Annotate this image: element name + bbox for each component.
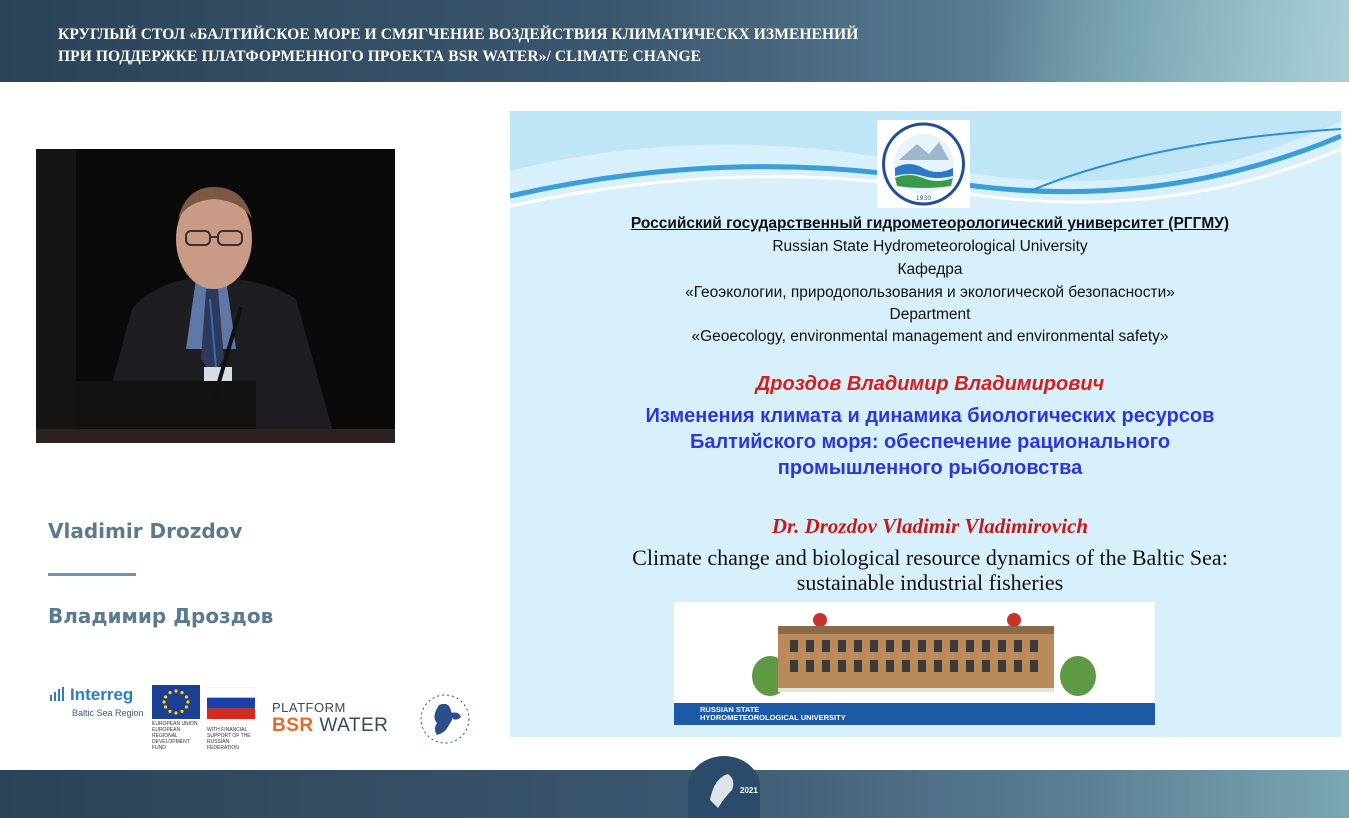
- talk-title-ru-line3: промышленного рыболовства: [777, 457, 1083, 479]
- interreg-logo: [48, 685, 148, 725]
- eu-caption: EUROPEAN UNION EUROPEAN REGIONAL DEVELOPMENT FUND: [152, 721, 198, 751]
- talk-title-ru: [510, 403, 1341, 481]
- footer-banner: [0, 770, 1349, 818]
- event-title-line2: ПРИ ПОДДЕРЖКЕ ПЛАТФОРМЕННОГО ПРОЕКТА BSR WATER»/ CLIMATE CHANGE: [58, 48, 702, 65]
- header-wave-decoration: [989, 0, 1349, 82]
- name-divider: [48, 573, 136, 576]
- author-name-ru: Дроздов Владимир Владимирович: [755, 373, 1105, 395]
- university-building-image: [674, 602, 1155, 725]
- helcom-logo: [415, 687, 475, 751]
- building-illustration: [674, 602, 1155, 703]
- platform-bsr-water-logo: [272, 700, 402, 737]
- department-label-ru: Кафедра: [897, 261, 963, 278]
- interreg-region: Baltic Sea Region: [72, 708, 144, 718]
- speaker-name-en: Vladimir Drozdov: [48, 519, 243, 543]
- interreg-bars-icon: [48, 687, 72, 701]
- russia-flag-icon: [207, 687, 255, 719]
- bsr-label: BSR: [272, 715, 314, 736]
- author-name-en: Dr. Drozdov Vladimir Vladimirovich: [771, 514, 1089, 538]
- speaker-name-ru: Владимир Дроздов: [48, 604, 274, 628]
- talk-title-ru-line2: Балтийского моря: обеспечение рационального: [689, 431, 1171, 453]
- university-name-en: Russian State Hydrometeorological University: [772, 238, 1088, 255]
- talk-title-en: [510, 545, 1341, 595]
- emblem-year: 1930: [915, 195, 932, 202]
- building-caption-line2: HYDROMETEOROLOGICAL UNIVERSITY: [700, 713, 846, 722]
- presentation-slide: [510, 111, 1341, 737]
- building-caption-line1: RUSSIAN STATE: [700, 705, 760, 714]
- interreg-name: Interreg: [70, 685, 134, 704]
- talk-title-en-line1: Climate change and biological resource dynamics of the Baltic Sea:: [632, 545, 1228, 570]
- department-name-ru: «Геоэкологии, природопользования и экологической безопасности»: [685, 284, 1175, 301]
- partner-logos: [44, 683, 484, 755]
- platform-label: PLATFORM: [272, 700, 346, 715]
- event-badge-year: 2021: [740, 786, 758, 795]
- water-label: WATER: [313, 715, 389, 736]
- event-title: [58, 24, 978, 68]
- header-banner: [0, 0, 1349, 82]
- eu-flag-icon: [152, 685, 200, 719]
- event-title-line1: КРУГЛЫЙ СТОЛ «БАЛТИЙСКОЕ МОРЕ И СМЯГЧЕНИЕ ВОЗДЕЙСТВИЯ КЛИМАТИЧЕСКХ ИЗМЕНЕНИЙ: [58, 26, 859, 43]
- department-name-en: «Geoecology, environmental management and environmental safety»: [691, 328, 1169, 345]
- talk-title-en-line2: sustainable industrial fisheries: [796, 570, 1064, 595]
- building-caption: [700, 706, 846, 722]
- speaker-video-frame: [36, 149, 395, 443]
- bsr-water-label: [272, 715, 402, 737]
- russia-caption: WITH FINANCIAL SUPPORT OF THE RUSSIAN FEDERATION: [207, 727, 251, 751]
- talk-title-ru-line1: Изменения климата и динамика биологических ресурсов: [645, 405, 1215, 427]
- speaker-video[interactable]: [36, 149, 395, 443]
- department-label-en: Department: [889, 306, 971, 323]
- university-name-ru: Российский государственный гидрометеорологический университет (РГГМУ): [630, 215, 1230, 232]
- rshu-emblem: [877, 120, 970, 208]
